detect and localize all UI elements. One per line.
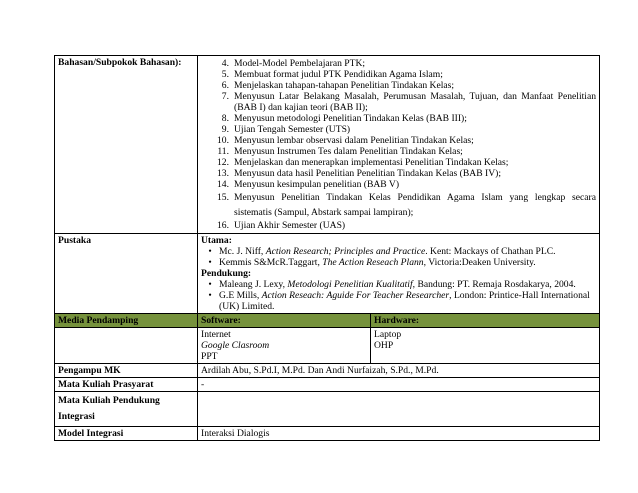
topic-number: 7. xyxy=(221,91,229,102)
pengampu-label: Pengampu MK xyxy=(55,364,198,378)
pendukung-list xyxy=(201,279,596,312)
software-item: PPT xyxy=(201,351,218,362)
software-list xyxy=(198,328,371,363)
reference-text xyxy=(219,246,596,257)
pustaka-content xyxy=(198,234,600,314)
bullet-icon: • xyxy=(208,290,212,301)
prasyarat-label: Mata Kuliah Prasyarat xyxy=(55,378,198,392)
reference-author: G.E Mills, xyxy=(219,290,262,301)
reference-author: Kemmis S&McR.Taggart, xyxy=(219,257,323,268)
reference-title: The Action Reseach Plann xyxy=(322,257,424,268)
topic-item xyxy=(201,69,596,80)
topic-text: Menyusun Penelitian Tindakan Kelas Pendidikan Agama Islam yang lengkap secara sistematis (Sampul, Abstark sampai lampiran); xyxy=(234,192,596,218)
topic-text: Menyusun data hasil Penelitian Penelitian Tindakan Kelas (BAB IV); xyxy=(234,168,501,179)
hardware-item: OHP xyxy=(374,340,394,351)
topic-item xyxy=(201,113,596,124)
topic-item xyxy=(201,91,596,113)
utama-heading: Utama: xyxy=(201,235,232,246)
pendukung-mk-value xyxy=(198,392,600,427)
topic-item xyxy=(201,80,596,91)
topic-item xyxy=(201,220,596,231)
topic-item xyxy=(201,58,596,69)
topic-number: 14. xyxy=(217,179,229,190)
topic-number: 12. xyxy=(217,157,229,168)
topic-text: Ujian Akhir Semester (UAS) xyxy=(234,220,346,231)
hardware-heading: Hardware: xyxy=(374,315,420,326)
topic-number: 5. xyxy=(221,69,229,80)
utama-list xyxy=(201,246,596,268)
topic-number: 8. xyxy=(221,113,229,124)
hardware-list xyxy=(371,328,404,363)
bahasan-content xyxy=(198,56,600,234)
row-pustaka xyxy=(55,234,600,314)
media-values xyxy=(198,328,600,364)
course-info-table xyxy=(54,55,600,441)
media-empty-cell xyxy=(55,328,198,364)
reference-text xyxy=(219,279,596,290)
topic-item xyxy=(201,124,596,135)
topic-number: 16. xyxy=(217,220,229,231)
reference-item xyxy=(201,257,596,268)
topic-number: 15. xyxy=(217,192,229,203)
row-media-header xyxy=(55,314,600,328)
topic-number: 13. xyxy=(217,168,229,179)
topic-list xyxy=(201,58,596,231)
software-item: Google Clasroom xyxy=(201,340,270,351)
hardware-item: Laptop xyxy=(374,329,402,340)
topic-text: Menyusun lembar observasi dalam Penelitian Tindakan Kelas; xyxy=(234,135,474,146)
reference-author: Mc. J. Niff, xyxy=(219,246,266,257)
reference-author: Maleang J. Lexy, xyxy=(219,279,288,290)
pendukung-mk-label: Mata Kuliah Pendukung Integrasi xyxy=(55,392,198,427)
row-pengampu xyxy=(55,364,600,378)
software-heading: Software: xyxy=(198,314,371,327)
topic-text: Menyusun Instrumen Tes dalam Penelitian Tindakan Kelas; xyxy=(234,146,463,157)
reference-text xyxy=(219,290,596,312)
reference-title: Action Research; Principles and Practice xyxy=(265,246,426,257)
model-label: Model Integrasi xyxy=(55,427,198,441)
reference-item xyxy=(201,290,596,312)
topic-text: Ujian Tengah Semester (UTS) xyxy=(234,124,351,135)
row-prasyarat xyxy=(55,378,600,392)
prasyarat-value: - xyxy=(198,378,600,392)
row-media-values xyxy=(55,328,600,364)
topic-text: Menjelaskan tahapan-tahapan Penelitian Tindakan Kelas; xyxy=(234,80,455,91)
topic-item xyxy=(201,135,596,146)
topic-number: 9. xyxy=(221,124,229,135)
bullet-icon: • xyxy=(208,279,212,290)
topic-item xyxy=(201,157,596,168)
bullet-icon: • xyxy=(208,257,212,268)
software-item: Internet xyxy=(201,329,231,340)
bullet-icon: • xyxy=(208,246,212,257)
topic-item xyxy=(201,168,596,179)
topic-text: Model-Model Pembelajaran PTK; xyxy=(234,58,366,69)
topic-number: 10. xyxy=(217,135,229,146)
reference-text xyxy=(219,257,596,268)
model-value: Interaksi Dialogis xyxy=(198,427,600,441)
reference-title: Metodologi Penelitian Kualitatif xyxy=(287,279,413,290)
reference-publisher: , Victoria:Deaken University. xyxy=(423,257,536,268)
topic-item xyxy=(201,179,596,190)
pendukung-heading: Pendukung: xyxy=(201,268,252,279)
reference-publisher: , London: Printice-Hall International (UK) Limited. xyxy=(219,290,590,312)
topic-item xyxy=(201,190,596,220)
topic-text: Menjelaskan dan menerapkan implementasi Penelitian Tindakan Kelas; xyxy=(234,157,509,168)
topic-number: 6. xyxy=(221,80,229,91)
row-model xyxy=(55,427,600,441)
row-bahasan xyxy=(55,56,600,234)
pengampu-value: Ardilah Abu, S.Pd.I, M.Pd. Dan Andi Nurfaizah, S.Pd., M.Pd. xyxy=(198,364,600,378)
bahasan-label: Bahasan/Subpokok Bahasan): xyxy=(55,56,198,234)
topic-number: 4. xyxy=(221,58,229,69)
reference-publisher: , Bandung: PT. Remaja Rosdakarya, 2004. xyxy=(412,279,576,290)
pustaka-label: Pustaka xyxy=(55,234,198,314)
reference-publisher: . Kent: Mackays of Chathan PLC. xyxy=(425,246,556,257)
topic-text: Menyusun Latar Belakang Masalah, Perumusan Masalah, Tujuan, dan Manfaat Penelitian (BAB I) dan kajian teori (BAB II); xyxy=(234,91,596,113)
reference-item xyxy=(201,279,596,290)
topic-text: Menyusun metodologi Penelitian Tindakan Kelas (BAB III); xyxy=(234,113,467,124)
reference-item xyxy=(201,246,596,257)
reference-title: Action Reseach: Aguide For Teacher Researcher xyxy=(261,290,450,301)
media-label: Media Pendamping xyxy=(55,314,198,328)
topic-item xyxy=(201,146,596,157)
media-headings xyxy=(198,314,600,328)
topic-text: Menyusun kesimpulan penelitian (BAB V) xyxy=(234,179,400,190)
topic-text: Membuat format judul PTK Pendidikan Agama Islam; xyxy=(234,69,443,80)
row-pendukung-mk xyxy=(55,392,600,427)
topic-number: 11. xyxy=(217,146,229,157)
